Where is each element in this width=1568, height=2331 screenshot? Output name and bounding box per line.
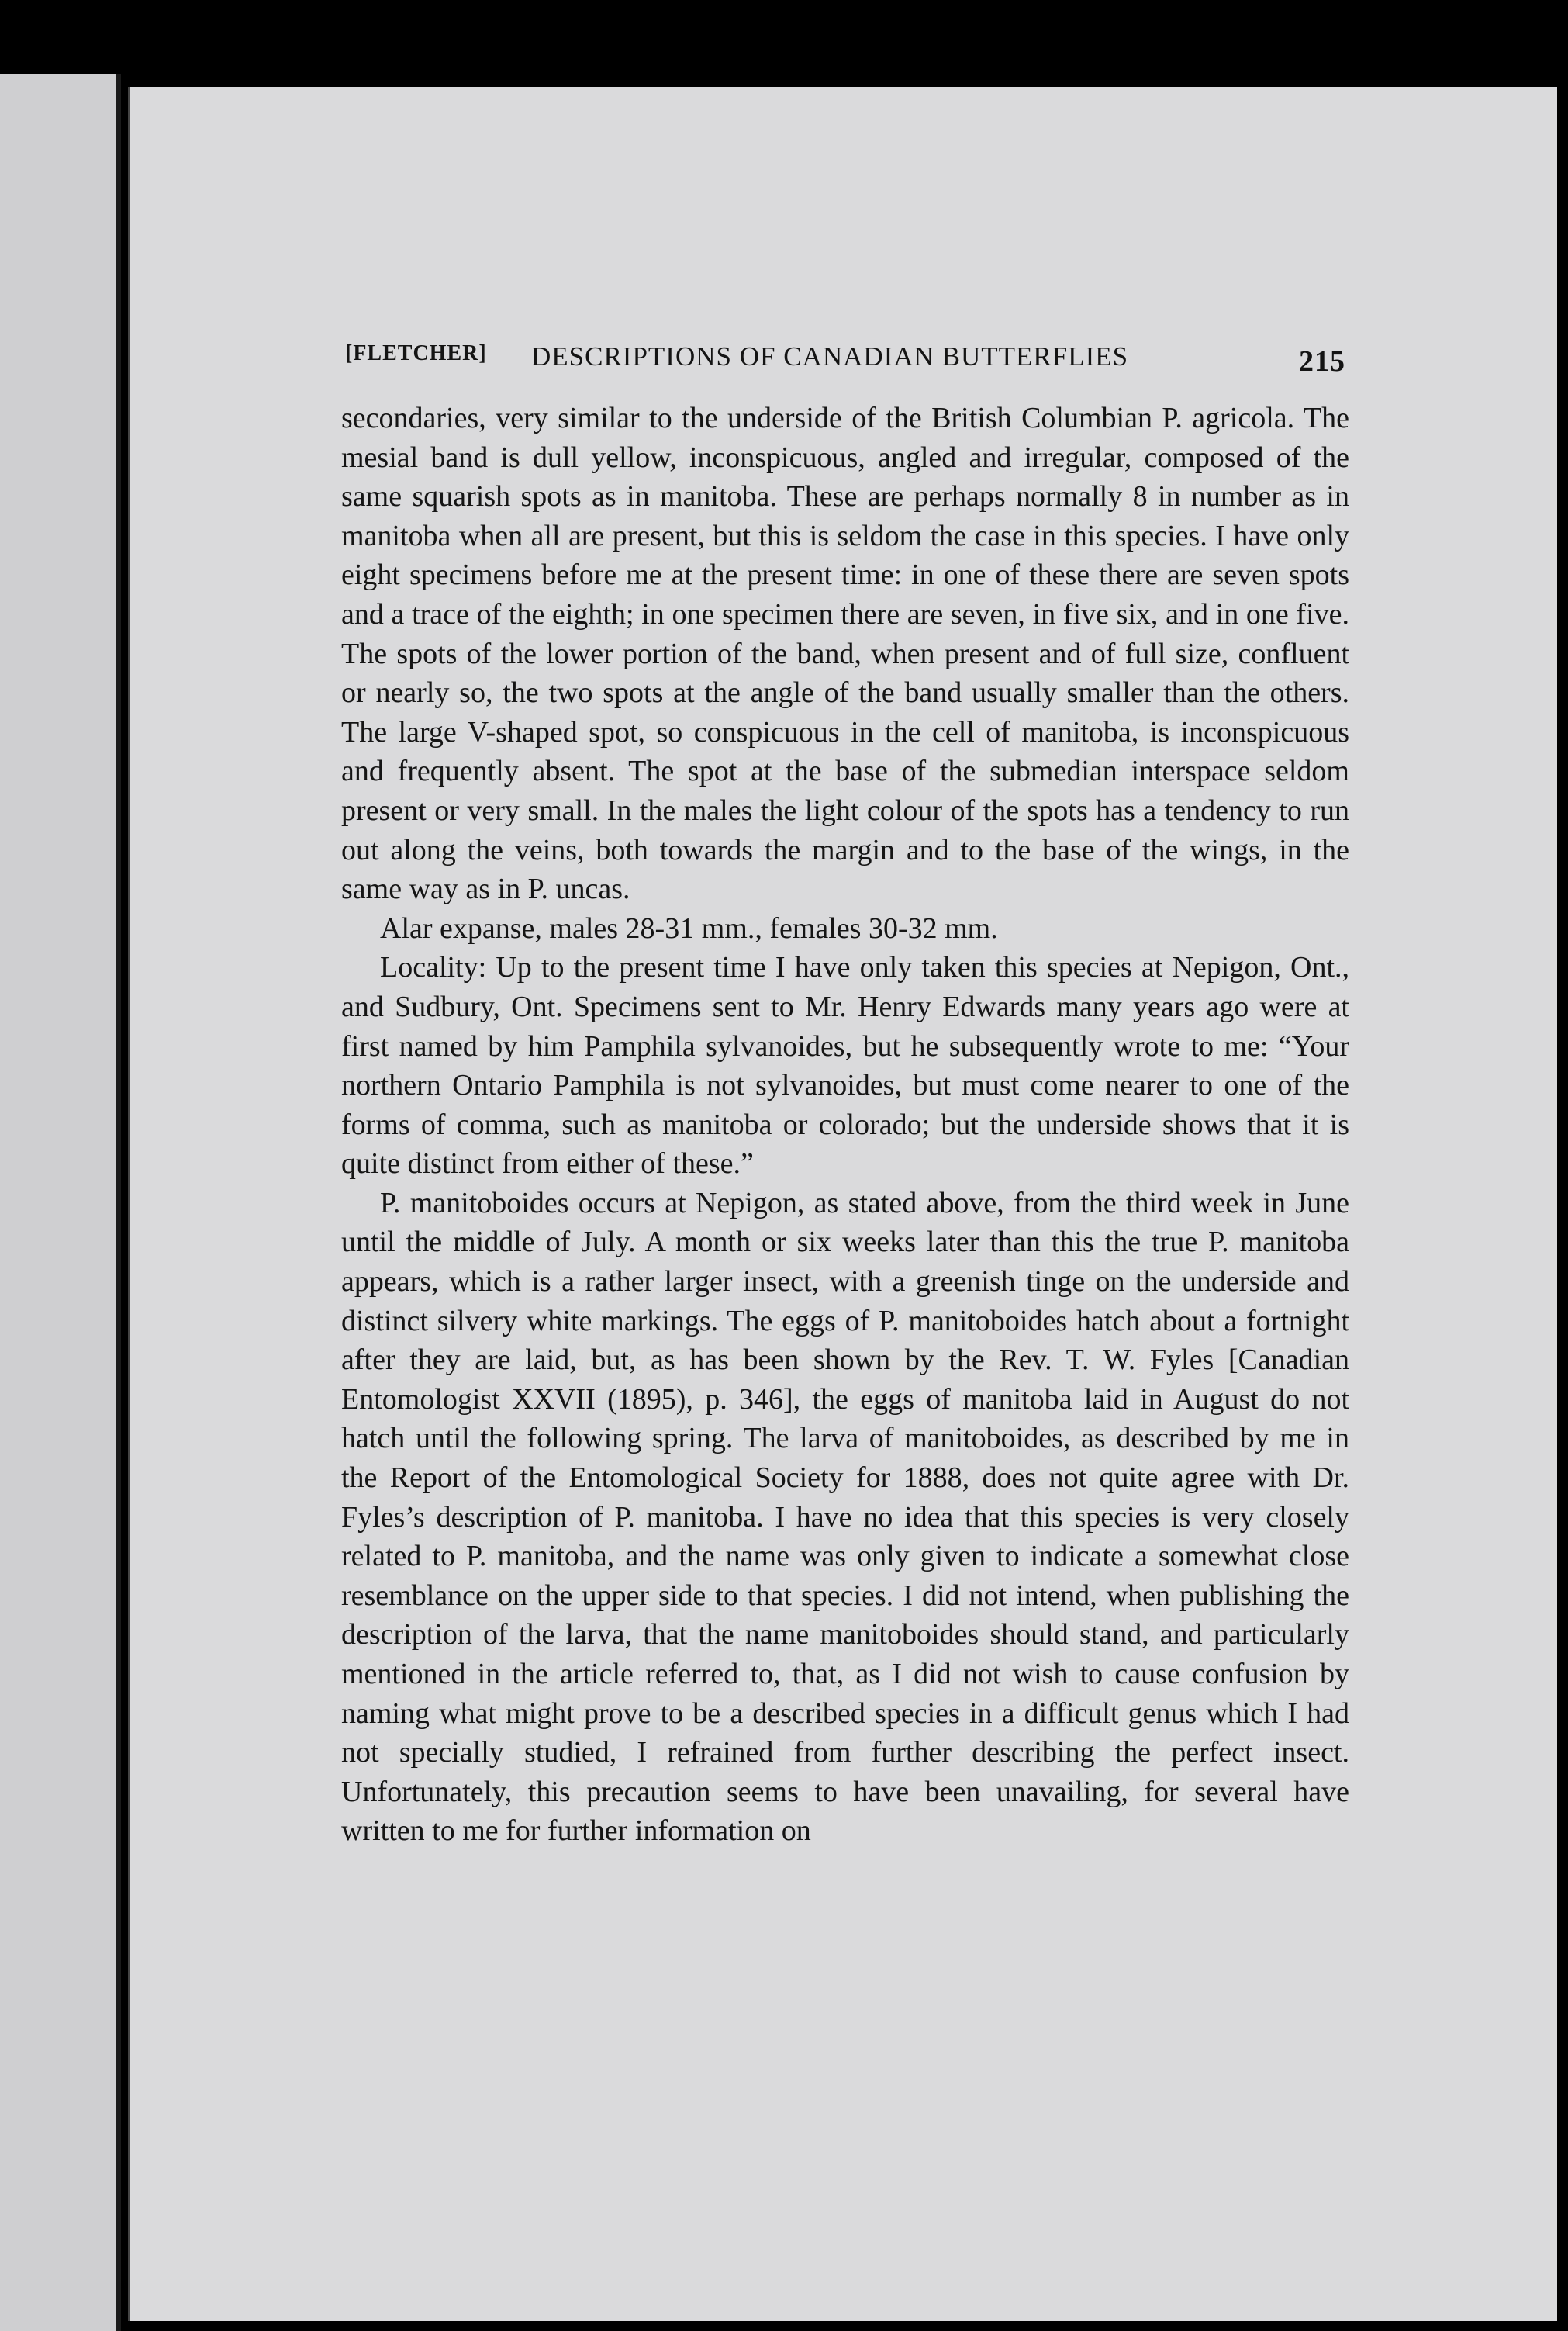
previous-page-edge [0, 74, 121, 2331]
running-header-author: [FLETCHER] [345, 341, 487, 365]
running-header-title: DESCRIPTIONS OF CANADIAN BUTTERFLIES [531, 341, 1129, 372]
paragraph-alar-expanse: Alar expanse, males 28-31 mm., females 30-32 mm. [380, 911, 998, 945]
body-text [341, 399, 1349, 1851]
paragraph-description-continued: secondaries, very similar to the underside of the British Columbian P. agricola. The mesial band is dull yellow, inconspicuous, angled and irregular, composed of the same squarish spots as in manitoba. These are perhaps normally 8 in number as in manitoba when all are present, but this is seldom the case in this species. I have only eight specimens before me at the present time: in one of these there are seven spots and a trace of the eighth; in one specimen there are seven, in five six, and in one five. The spots of the lower portion of the band, when present and of full size, confluent or nearly so, the two spots at the angle of the band usually smaller than the others. The large V-shaped spot, so conspicuous in the cell of manitoba, is inconspicuous and frequently absent. The spot at the base of the submedian interspace seldom present or very small. In the males the light colour of the spots has a tendency to run out along the veins, both towards the margin and to the base of the wings, in the same way as in P. uncas. [341, 402, 1349, 906]
running-header [345, 341, 1345, 388]
paragraph-locality: Locality: Up to the present time I have only taken this species at Nepigon, Ont., and Sudbury, Ont. Specimens sent to Mr. Henry Edwards many years ago were at first named by him Pamphila sylvanoides, but he subsequently wrote to me: “Your northern Ontario Pamphila is not sylvanoides, but must come nearer to one of the forms of comma, such as manitoba or colorado; but the underside shows that it is quite distinct from either of these.” [341, 951, 1349, 1181]
paragraph-manitoboides-notes: P. manitoboides occurs at Nepigon, as stated above, from the third week in June until the middle of July. A month or six weeks later than this the true P. manitoba appears, which is a rather larger insect, with a greenish tinge on the underside and distinct silvery white markings. The eggs of P. manitoboides hatch about a fortnight after they are laid, but, as has been shown by the Rev. T. W. Fyles [Canadian Entomologist XXVII (1895), p. 346], the eggs of manitoba laid in August do not hatch until the following spring. The larva of manitoboides, as described by me in the Report of the Entomological Society for 1888, does not quite agree with Dr. Fyles’s description of P. manitoba. I have no idea that this species is very closely related to P. manitoba, and the name was only given to indicate a somewhat close resemblance on the upper side to that species. I did not intend, when publishing the description of the larva, that the name manitoboides should stand, and particularly mentioned in the article referred to, that, as I did not wish to cause confusion by naming what might prove to be a described species in a difficult genus which I had not specially studied, I refrained from further describing the perfect insect. Unfortunately, this precaution seems to have been unavailing, for several have written to me for further information on [341, 1186, 1349, 1848]
page-number: 215 [1299, 345, 1345, 378]
